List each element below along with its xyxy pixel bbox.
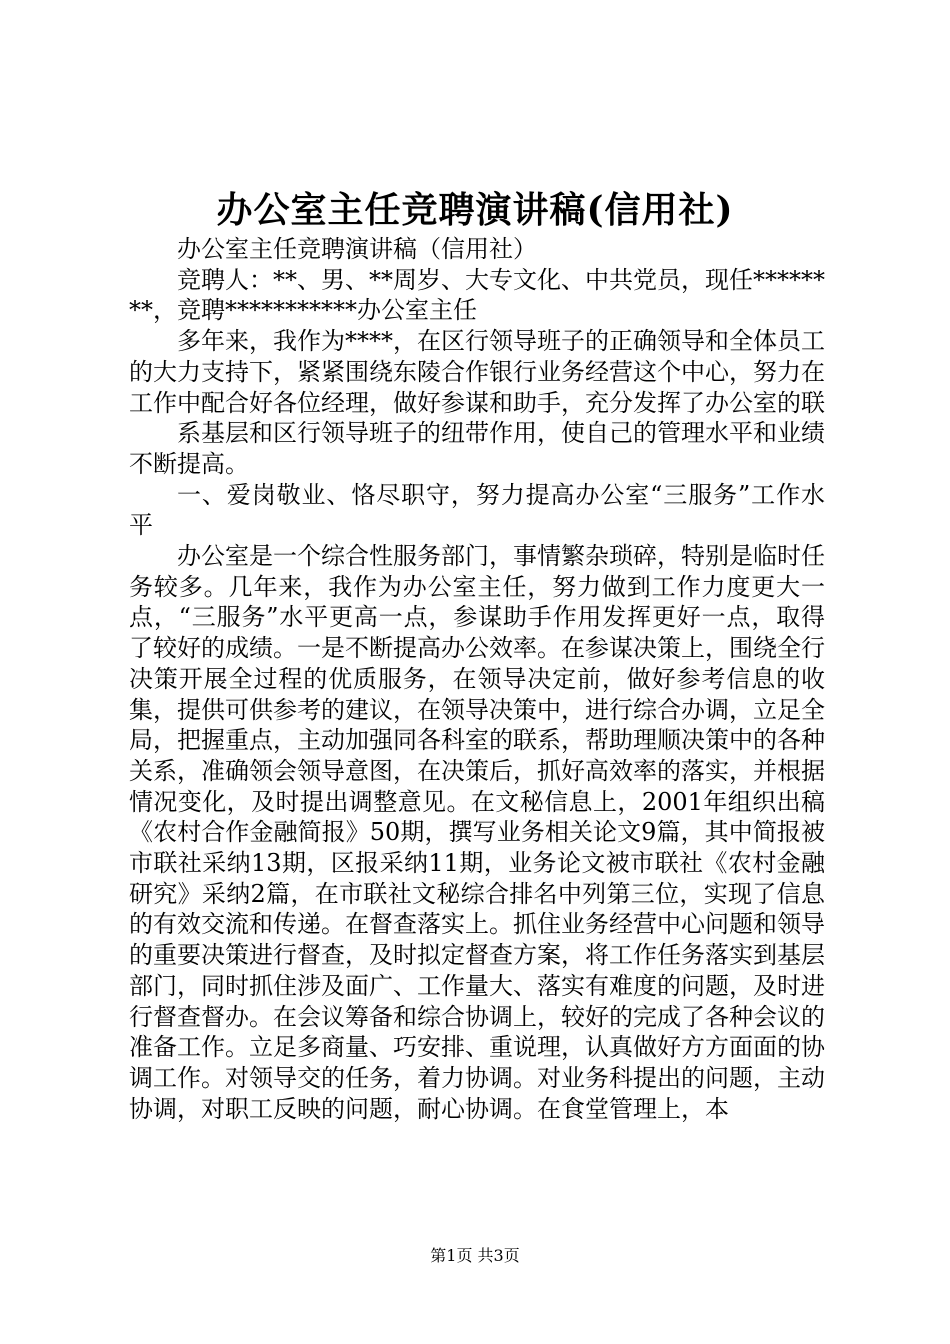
candidate-info-paragraph: 竞聘人：**、男、**周岁、大专文化、中共党员，现任********，竞聘***********办公室主任 [129,265,825,325]
page-number-footer: 第1页 共3页 [430,1246,520,1265]
body-paragraph: 办公室是一个综合性服务部门，事情繁杂琐碎，特别是临时任务较多。几年来，我作为办公室主任，努力做到工作力度更大一点，“三服务”水平更高一点，参谋助手作用发挥更好一点，取得了较好的成绩。一是不断提高办公效率。在参谋决策上，围绕全行决策开展全过程的优质服务，在领导决定前，做好参考信息的收集，提供可供参考的建议，在领导决策中，进行综合办调，立足全局，把握重点，主动加强同各科室的联系，帮助理顺决策中的各种关系，准确领会领导意图，在决策后，抓好高效率的落实，并根据情况变化，及时提出调整意见。在文秘信息上，2001年组织出稿《农村合作金融简报》50期，撰写业务相关论文9篇，其中简报被市联社采纳13期，区报采纳11期，业务论文被市联社《农村金融研究》采纳2篇，在市联社文秘综合排名中列第三位，实现了信息的有效交流和传递。在督查落实上。抓住业务经营中心问题和领导的重要决策进行督查，及时拟定督查方案，将工作任务落实到基层部门，同时抓住涉及面广、工作量大、落实有难度的问题，及时进行督查督办。在会议筹备和综合协调上，较好的完成了各种会议的准备工作。立足多商量、巧安排、重说理，认真做好方方面面的协调工作。对领导交的任务，着力协调。对业务科提出的问题，主动协调，对职工反映的问题，耐心协调。在食堂管理上，本 [129,542,825,1123]
document-title: 办公室主任竞聘演讲稿(信用社) [216,189,734,231]
section-heading-paragraph: 一、爱岗敬业、恪尽职守，努力提高办公室“三服务”工作水平 [129,480,825,540]
document-body [129,234,825,1124]
subtitle-paragraph: 办公室主任竞聘演讲稿（信用社） [177,235,537,263]
body-paragraph: 系基层和区行领导班子的纽带作用，使自己的管理水平和业绩不断提高。 [129,419,825,478]
body-paragraph: 多年来，我作为****，在区行领导班子的正确领导和全体员工的大力支持下，紧紧围绕东陵合作银行业务经营这个中心，努力在工作中配合好各位经理，做好参谋和助手，充分发挥了办公室的联 [129,327,825,417]
